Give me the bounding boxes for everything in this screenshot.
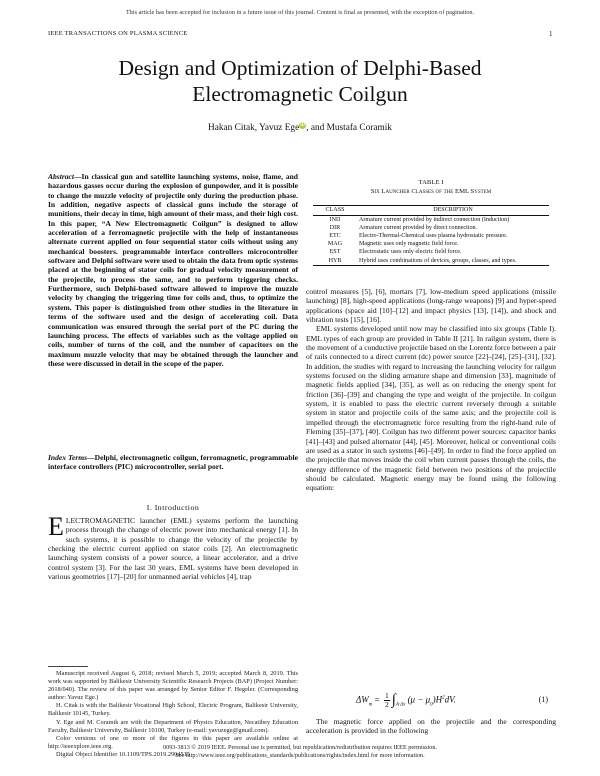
- col2-paragraph-2: EML systems developed until now may be classified into six groups (Table I). EML types of each group are provided in Table II [21]. In railgun system, there is the movement of a conductive projectile based on the Lorentz force between a pair of rails connected to a direct current (dc) power source [22]–[24], [25]–[31], [32]. In addition, the studies with regard to increasing the launching velocity for railgun systems focused on the sliding armature shape and dimension [33], magnitude of magnetic fields applied [34], [35], as well as on reducing the energy spent for friction [36]–[39] and changing the type and weight of the projectile. In coilgun system, it is enabled to pass the electric current reversely through a suitable system in stator and projectile coils of the same axis; and the projectile coil is impelled through the electromagnetic force resulting from the right-hand rule of Fleming [35]–[37], [40]. Coilgun has two different power sources: capacitor banks [41]–[43] and pulsed alternator [44], [45]. Moreover, helical or conventional coils are used as a stator in such systems [46]–[49]. In order to find the force applied on the projectile that moves inside the coil when current passes through the coils, the energy difference of the magnetic field between two positions of the projectile should be calculated. Magnetic energy may be found using the following equation:: [306, 324, 556, 493]
- paper-title: [48, 55, 552, 107]
- orcid-icon[interactable]: iD: [300, 122, 306, 128]
- cell-class: IND: [329, 216, 341, 223]
- cell-class: ETC: [329, 232, 341, 239]
- section-heading-introduction: I. Introduction: [146, 503, 200, 512]
- eq-equals: =: [372, 694, 382, 705]
- cell-description: Armature current provided by direct connection.: [359, 224, 478, 231]
- launcher-classes-table: [313, 205, 549, 266]
- table-row: [313, 232, 549, 240]
- cell-class: HYB: [313, 257, 357, 266]
- author-list: [48, 122, 552, 133]
- column-2-text: [306, 287, 556, 493]
- authors-last: , and Mustafa Coramik: [306, 123, 392, 134]
- eq-frac-num: 1: [384, 691, 389, 700]
- eq-fraction: [384, 692, 390, 709]
- col-header-description: DESCRIPTION: [357, 206, 549, 216]
- page-number: 1: [549, 30, 553, 38]
- table-row: [313, 216, 549, 225]
- table-header-row: [313, 206, 549, 216]
- eq-lhs: ΔW: [356, 694, 369, 705]
- abstract-text: In classical gun and satellite launching systems, noise, flame, and hazardous gasses occur during the explosion of gunpowder, and it is possible to change the muzzle velocity of projectile only during the production phase. In addition, negative aspects of classical guns include the storage of munitions, their decay in time, high amount of their mass, and their high cost. In this paper, “A New Electromagnetic Coilgun” is designed to allow acceleration of a ferromagnetic projectile with the help of instantaneous alternate current applied on four sequential stator coils without using any mechanical boosters. programmable interface controllers microcontroller software and Delphi software were used to obtain the data from optic systems placed at the beginning of stator coils for gradual velocity measurement of the projectile, to process the same, and to perform triggering checks. Furthermore, such Delphi-based software allowed to improve the muzzle velocity by changing the triggering time for coils and, thus, to optimize the system. This paper is distinguished from other studies in the literature in terms of the software used and the design of accelerating coil. Data communication was ensured through the serial port of the PC during the launching process. The effects of variables such as the voltage applied on coils, number of turns of the coil, and the number of capacitors on the maximum muzzle velocity that may be obtained through the launcher and these were discussed in detail in the scope of the paper.: [48, 172, 298, 368]
- eq-tail: dV.: [444, 694, 456, 705]
- table-caption: [306, 178, 556, 196]
- cell-description: Hybrid uses combinations of devices, groups, classes, and types.: [357, 257, 549, 266]
- index-terms-label: Index Terms: [48, 453, 88, 462]
- cell-description: Magnetic uses only magnetic field force.: [359, 241, 459, 248]
- abstract: Abstract—In classical gun and satellite launching systems, noise, flame, and hazardous gasses occur during the explosion of gunpowder, and it is possible to change the muzzle velocity of projectile only during the production phase. In addition, negative aspects of classical guns include the storage of munitions, their decay in time, high amount of their mass, and their high cost. In this paper, “A New Electromagnetic Coilgun” is designed to allow acceleration of a ferromagnetic projectile with the help of instantaneous alternate current applied on four sequential stator coils without using any mechanical boosters. programmable interface controllers microcontroller software and Delphi software were used to obtain the data from optic systems placed at the beginning of stator coils for gradual velocity measurement of the projectile, to process the same, and to perform triggering checks. Furthermore, such Delphi-based software allowed to improve the muzzle velocity by changing the triggering time for coils and, thus, to optimize the system. This paper is distinguished from other studies in the literature in terms of the software used and the design of accelerating coil. Data communication was ensured through the serial port of the PC during the launching process. The effects of variables such as the voltage applied on coils, number of turns of the coil, and the number of capacitors on the maximum muzzle velocity that may be obtained through the launcher and these were discussed in detail in the scope of the paper.: [48, 172, 298, 368]
- eq-integral: ∫: [391, 692, 396, 708]
- eq-h-sup: 2: [442, 695, 445, 701]
- col-header-class: CLASS: [313, 206, 357, 216]
- col2-paragraph-1: control measures [5], [6], mortars [7], low-medium speed applications (missile launching) [8], high-speed applications (long-range weapons) [9] and hyper-speed applications (space aid [10]–[12] and impact physics [13], [14]), and shock and vibration tests [15], [16].: [306, 287, 556, 325]
- eq-mu-sub: 0: [430, 702, 433, 708]
- cell-description: Electrostatic uses only electric field force.: [359, 249, 462, 256]
- equation-1: [306, 689, 556, 711]
- abstract-label: Abstract: [48, 172, 74, 181]
- footnote-manuscript: Manuscript received August 6, 2018; revised March 5, 2019; accepted March 8, 2019. This work was supported by Balikesir University Scientific Research Projects (BAP) (Project Number: 2018/040). The review of this paper was arranged by Senior Editor F. Hegeler. (Corresponding author: Yavuz Ege.): [48, 670, 298, 702]
- footnote-doi: Digital Object Identifier 10.1109/TPS.2019.2904515: [56, 750, 191, 758]
- eq-body-2: )H: [432, 694, 443, 705]
- footnote-rule: [48, 666, 88, 667]
- index-terms-text: Delphi, electromagnetic coilgun, ferromagnetic, programmable interface controllers (PIC) microcontroller, serial port.: [48, 453, 298, 472]
- drop-cap: E: [48, 512, 64, 541]
- authors-first: Hakan Citak, Yavuz Ege: [208, 123, 300, 134]
- copyright-line-1: 0093-3813 © 2019 IEEE. Personal use is permitted, but republication/redistribution requires IEEE permission.: [163, 744, 437, 751]
- table-label: TABLE I: [418, 179, 444, 186]
- equation-body: [356, 692, 456, 709]
- table-row: [313, 257, 549, 266]
- cell-class: EST: [329, 249, 341, 256]
- footnote-ege-coramik: Y. Ege and M. Coramik are with the Department of Physics Education, Necatibey Education Faculty, Balikesir University, Balikesir 10100, Turkey (e-mail: yavuzege@gmail.com).: [48, 718, 298, 734]
- col2-paragraph-3: The magnetic force applied on the projectile and the corresponding acceleration is provided in the following: [306, 717, 556, 736]
- introduction-text: [48, 512, 298, 582]
- table-title: Six Launcher Classes of the EML System: [370, 188, 492, 195]
- title-line-1: Design and Optimization of Delphi-Based: [118, 56, 482, 80]
- eq-lhs-sub: m: [368, 702, 373, 708]
- equation-number: (1): [538, 695, 548, 704]
- cell-description: Armature current provided by indirect connection (Induction): [359, 216, 510, 223]
- column-2-after-equation: [306, 717, 556, 736]
- table-row: [313, 224, 549, 232]
- table-row: [313, 249, 549, 257]
- running-title: IEEE TRANSACTIONS ON PLASMA SCIENCE: [48, 30, 188, 37]
- cell-class: MAG: [327, 241, 343, 248]
- footnote-color: Color versions of one or more of the figures in this paper are available online at http://ieeexplore.ieee.org.: [48, 734, 298, 750]
- eq-body: (μ − μ: [407, 694, 431, 705]
- footnote-citak: H. Citak is with the Balikesir Vocational High School, Electric Program, Balikesir University, Balikesir 10145, Turkey.: [48, 702, 298, 718]
- index-terms: Index Terms—Delphi, electromagnetic coilgun, ferromagnetic, programmable interface controllers (PIC) microcontroller, serial port.: [48, 453, 298, 472]
- cell-class: DIR: [329, 224, 341, 231]
- cell-description: Electro-Thermal-Chemical uses plasma hydrostatic pressure.: [359, 232, 508, 239]
- publication-notice: This article has been accepted for inclusion in a future issue of this journal. Content is final as presented, with the exception of pagination.: [125, 9, 475, 16]
- table-row: [313, 241, 549, 249]
- eq-integral-sub: A·Δx: [395, 702, 406, 708]
- copyright-footer: [0, 744, 600, 760]
- eq-frac-den: 2: [384, 700, 389, 709]
- copyright-line-2[interactable]: See http://www.ieee.org/publications_standards/publications/rights/index.html for more information.: [175, 752, 425, 759]
- title-line-2: Electromagnetic Coilgun: [192, 82, 408, 106]
- intro-paragraph-1: LECTROMAGNETIC launcher (EML) systems perform the launching process through the change of electric power into mechanical energy [1]. In such systems, it is possible to change the velocity of the projectile by checking the electric current applied on stator coils [2]. An electromagnetic launching system consists of a power source, a linear accelerator, and a drive control system [3]. For the last 30 years, EML systems have been developed in various geometries [17]–[20] for unmanned aerial vehicles [4], trap: [48, 516, 298, 582]
